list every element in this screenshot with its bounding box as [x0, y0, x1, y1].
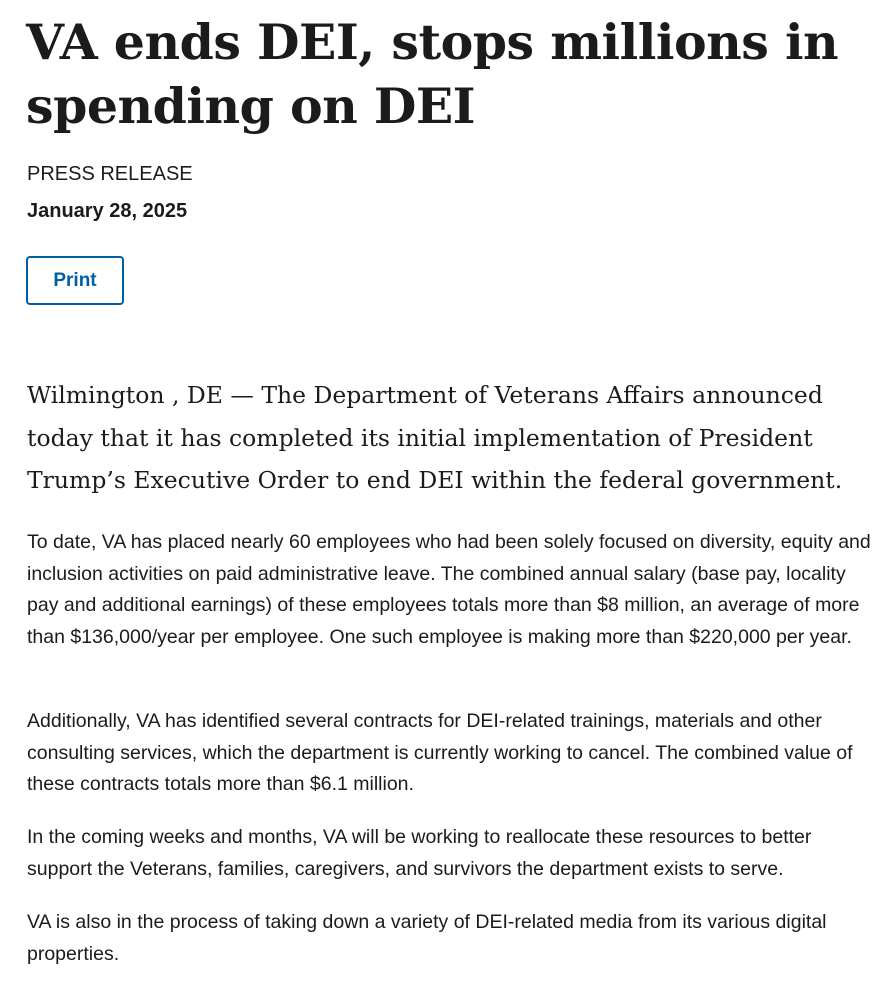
body-paragraph: VA is also in the process of taking down a variety of DEI-related media from its various digital properties.	[27, 911, 827, 965]
page-title: VA ends DEI, stops millions in spending on DEI	[26, 13, 839, 135]
print-button[interactable]: Print	[26, 256, 124, 305]
body-paragraph: To date, VA has placed nearly 60 employees who had been solely focused on diversity, equity and inclusion activities on paid administrative leave. The combined annual salary (base pay, locality pay and additional earnings) of these employees totals more than $8 million, an average of more than $136,000/year per employee. One such employee is making more than $220,000 per year.	[27, 531, 871, 648]
publish-date: January 28, 2025	[27, 200, 188, 222]
body-paragraph: Additionally, VA has identified several contracts for DEI-related trainings, materials and other consulting services, which the department is currently working to cancel. The combined value of these contracts totals more than $6.1 million.	[27, 710, 853, 795]
content-type-label: PRESS RELEASE	[27, 163, 193, 185]
body-paragraph: In the coming weeks and months, VA will be working to reallocate these resources to better support the Veterans, families, caregivers, and survivors the department exists to serve.	[27, 826, 812, 880]
lead-paragraph: Wilmington , DE — The Department of Veterans Affairs announced today that it has completed its initial implementation of President Trump’s Executive Order to end DEI within the federal government.	[27, 381, 843, 494]
